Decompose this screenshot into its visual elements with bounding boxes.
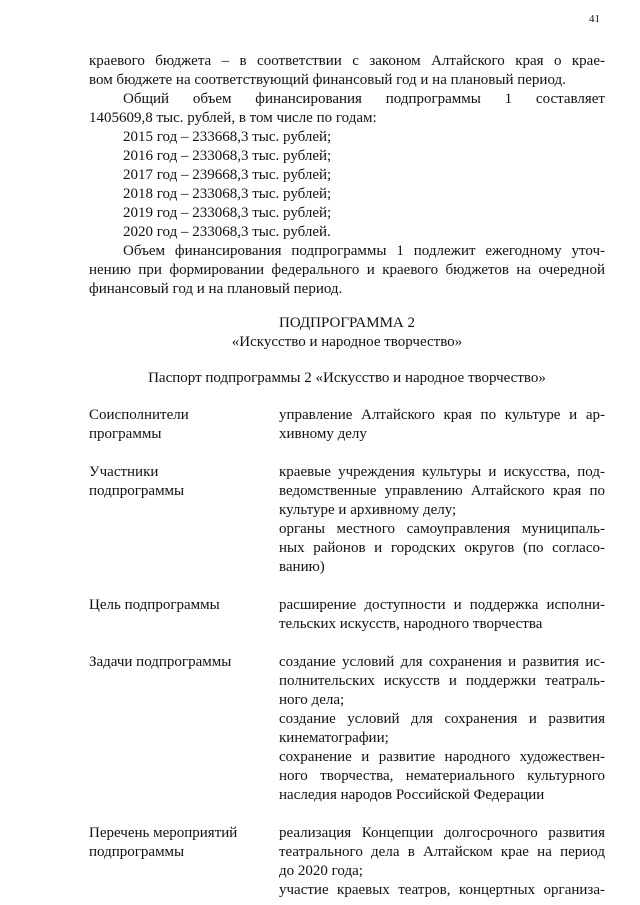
value-line: культуре и архивному делу; [279,502,457,518]
value-line: кинематографии; [279,730,389,746]
value-line: краевые учреждения культуры и искусства, под- [279,464,605,480]
total-financing-line-1: Общий объем финансирования подпрограммы 1 составляет [123,91,605,107]
adjustment-line-2: нению при формировании федерального и краевого бюджетов на очередной [89,262,605,278]
passport-row-value [279,824,605,900]
passport-row-tasks [89,653,605,805]
year-item: 2015 год – 233668,3 тыс. рублей; [123,129,332,145]
year-item: 2018 год – 233068,3 тыс. рублей; [123,186,332,202]
label-line: программы [89,426,162,442]
label-line: Перечень мероприятий [89,825,238,841]
subprogram-name: «Искусство и народное творчество» [231,334,463,350]
document-body [89,52,605,900]
label-line: Задачи подпрограммы [89,654,232,670]
value-line: создание условий для сохранения и развития [279,711,605,727]
page-number: 41 [589,13,600,25]
passport-row-participants [89,463,605,577]
label-line: Цель подпрограммы [89,597,220,613]
passport-row-coexecutors [89,406,605,444]
passport-row-value [279,463,605,577]
year-item: 2017 год – 239668,3 тыс. рублей; [123,167,332,183]
passport-row-label [89,463,279,577]
value-line: органы местного самоуправления муниципаль- [279,521,605,537]
label-line: Соисполнители [89,407,189,423]
value-line: участие краевых театров, концертных организа- [279,882,605,898]
yearly-financing-list [123,128,605,242]
value-line: создание условий для сохранения и развития ис- [279,654,605,670]
value-line: сохранение и развитие народного художествен- [279,749,605,765]
label-line: Участники [89,464,159,480]
label-line: подпрограммы [89,844,185,860]
passport-title: Паспорт подпрограммы 2 «Искусство и народное творчество» [148,370,546,386]
intro-line-2: вом бюджете на соответствующий финансовый год и на плановый период. [89,72,566,88]
value-line: до 2020 года; [279,863,363,879]
passport-table [89,406,605,900]
value-line: расширение доступности и поддержка исполни- [279,597,605,613]
value-line: ных районов и городских округов (по согласо- [279,540,605,556]
value-line: реализация Концепции долгосрочного развития [279,825,605,841]
year-item: 2019 год – 233068,3 тыс. рублей; [123,205,332,221]
value-line: ведомственные управлению Алтайского края по [279,483,605,499]
value-line: управление Алтайского края по культуре и ар- [279,407,605,423]
adjustment-line-3: финансовый год и на плановый период. [89,281,343,297]
year-item: 2020 год – 233068,3 тыс. рублей. [123,224,331,240]
total-financing-line-2: 1405609,8 тыс. рублей, в том числе по годам: [89,110,377,126]
value-line: наследия народов Российской Федерации [279,787,545,803]
value-line: хивному делу [279,426,367,442]
value-line: ванию) [279,559,325,575]
passport-row-value [279,596,605,634]
intro-line-1: краевого бюджета – в соответствии с законом Алтайского края о крае- [89,53,605,69]
value-line: театрального дела в Алтайском крае на период [279,844,605,860]
value-line: полнительских искусств и поддержки театраль- [279,673,605,689]
passport-row-goal [89,596,605,634]
value-line: ного творчества, нематериального культурного [279,768,605,784]
passport-row-label [89,406,279,444]
passport-row-label [89,824,279,900]
adjustment-line-1: Объем финансирования подпрограммы 1 подлежит ежегодному уточ- [123,243,605,259]
label-line: подпрограммы [89,483,185,499]
value-line: тельских искусств, народного творчества [279,616,543,632]
subprogram-heading: ПОДПРОГРАММА 2 [278,315,416,331]
year-item: 2016 год – 233068,3 тыс. рублей; [123,148,332,164]
value-line: ного дела; [279,692,345,708]
passport-row-label [89,653,279,805]
passport-row-value [279,653,605,805]
passport-row-activities [89,824,605,900]
passport-row-value [279,406,605,444]
passport-row-label [89,596,279,634]
